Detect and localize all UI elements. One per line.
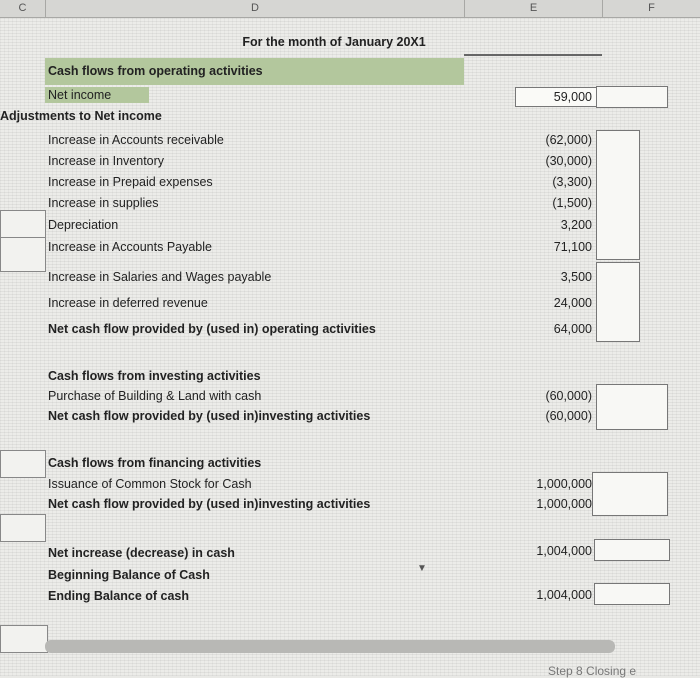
adjustment-label: Increase in Salaries and Wages payable <box>48 270 272 284</box>
column-e-label: E <box>529 2 538 14</box>
adjustment-label: Increase in Accounts receivable <box>48 133 224 147</box>
horizontal-scrollbar[interactable] <box>45 640 615 653</box>
financing-answer-box[interactable] <box>592 472 668 516</box>
step-link[interactable]: Step 8 Closing e <box>548 664 637 678</box>
operating-total-label: Net cash flow provided by (used in) operating activities <box>48 322 376 336</box>
beginning-balance-label: Beginning Balance of Cash <box>48 568 210 582</box>
net-increase-amount: 1,004,000 <box>536 544 592 558</box>
side-input-box[interactable] <box>0 237 46 272</box>
financing-total-amount: 1,000,000 <box>536 497 592 511</box>
adjustment-amount: (3,300) <box>552 175 592 189</box>
net-income-amount: 59,000 <box>553 90 592 104</box>
side-input-box[interactable] <box>0 514 46 542</box>
side-input-box[interactable] <box>0 450 46 478</box>
adjustment-amount: 3,500 <box>560 270 592 284</box>
adjustments-answer-box[interactable] <box>596 130 640 260</box>
investing-item-amount: (60,000) <box>545 389 592 403</box>
adjustment-label: Increase in Prepaid expenses <box>48 175 213 189</box>
net-income-label: Net income <box>48 88 112 102</box>
investing-total-label: Net cash flow provided by (used in)investing activities <box>48 409 371 423</box>
net-increase-label: Net increase (decrease) in cash <box>48 546 235 560</box>
ending-balance-amount: 1,004,000 <box>536 588 592 602</box>
ending-balance-answer-box[interactable] <box>594 583 670 605</box>
operating-total-amount: 64,000 <box>553 322 592 336</box>
operating-answer-box[interactable] <box>596 262 640 342</box>
column-d-label: D <box>251 2 259 14</box>
financing-section-header: Cash flows from financing activities <box>48 456 262 470</box>
investing-section-header: Cash flows from investing activities <box>48 369 261 383</box>
ending-balance-label: Ending Balance of cash <box>48 589 190 603</box>
column-header-d[interactable] <box>46 0 465 18</box>
financing-item-label: Issuance of Common Stock for Cash <box>48 477 252 491</box>
mouse-cursor-icon: ▼ <box>417 563 427 574</box>
adjustment-label: Increase in Accounts Payable <box>48 240 212 254</box>
investing-answer-box[interactable] <box>596 384 668 430</box>
side-input-box[interactable] <box>0 625 48 653</box>
adjustment-amount: 71,100 <box>553 240 592 254</box>
adjustment-amount: (62,000) <box>545 133 592 147</box>
column-header-e[interactable] <box>465 0 603 18</box>
investing-total-amount: (60,000) <box>545 409 592 423</box>
net-income-answer-box[interactable] <box>596 86 668 108</box>
operating-section-header: Cash flows from operating activities <box>48 64 263 78</box>
adjustment-amount: (1,500) <box>552 196 592 210</box>
column-header-f[interactable] <box>603 0 700 18</box>
financing-item-amount: 1,000,000 <box>536 477 592 491</box>
column-f-label: F <box>648 2 655 14</box>
adjustments-header: Adjustments to Net income <box>0 109 162 123</box>
adjustment-label: Increase in supplies <box>48 196 159 210</box>
adjustment-amount: (30,000) <box>545 154 592 168</box>
statement-title: For the month of January 20X1 <box>242 35 426 49</box>
investing-item-label: Purchase of Building & Land with cash <box>48 389 262 403</box>
column-header-c[interactable] <box>0 0 46 18</box>
adjustment-amount: 24,000 <box>553 296 592 310</box>
column-c-label: C <box>18 2 27 14</box>
financing-total-label: Net cash flow provided by (used in)investing activities <box>48 497 371 511</box>
adjustment-label: Increase in Inventory <box>48 154 165 168</box>
adjustment-label: Depreciation <box>48 218 119 232</box>
title-underline <box>464 54 602 56</box>
adjustment-amount: 3,200 <box>560 218 592 232</box>
adjustment-label: Increase in deferred revenue <box>48 296 208 310</box>
side-input-box[interactable] <box>0 210 46 238</box>
net-increase-answer-box[interactable] <box>594 539 670 561</box>
